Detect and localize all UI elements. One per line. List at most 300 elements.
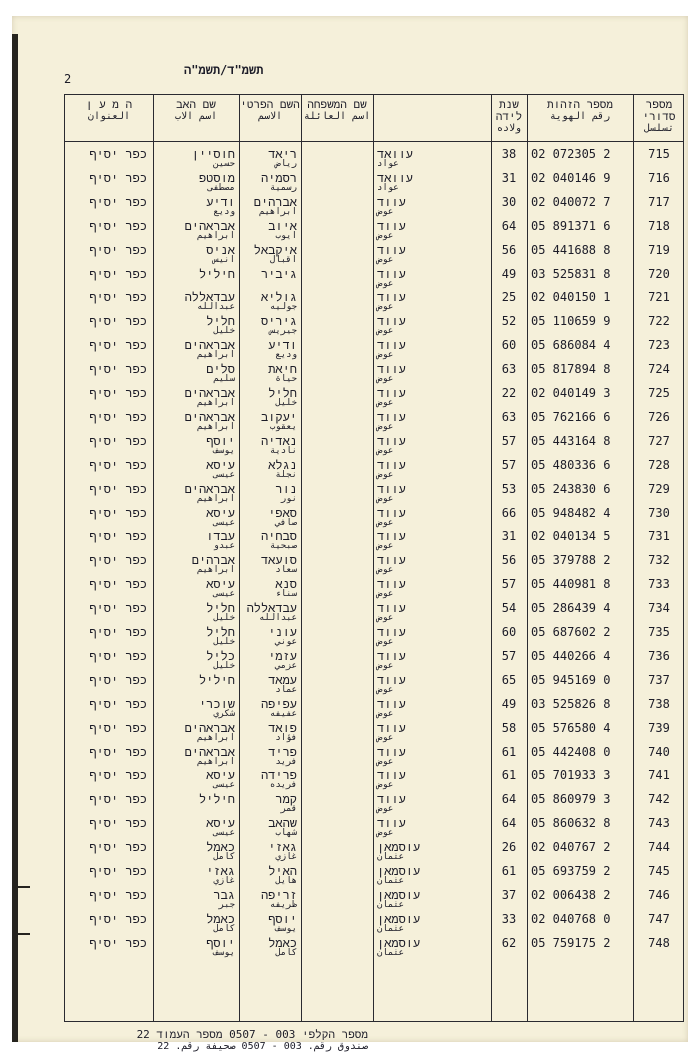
year-label: תשמ"ד/תשמ"ה [184, 63, 264, 77]
id-number-cell: 02 040072 7 [531, 194, 611, 209]
serial-cell: 738 [648, 696, 670, 711]
table-row [65, 243, 683, 267]
father-name-cell: אבראהים [184, 409, 235, 424]
table-row [65, 458, 683, 482]
table-row [65, 792, 683, 816]
first-name-arabic: سناء [275, 589, 297, 600]
address-cell: כפר יסיף [89, 553, 147, 568]
id-number-cell: 05 440981 8 [531, 577, 611, 592]
id-number-cell: 05 701933 3 [531, 768, 611, 783]
family-name-cell: עווד [377, 505, 406, 520]
birth-year-cell: 30 [501, 194, 517, 209]
address-cell: כפר יסיף [89, 314, 147, 329]
serial-cell: 745 [648, 864, 670, 878]
address-cell: כפר יסיף [89, 147, 147, 161]
family-name-cell: עווד [377, 625, 406, 639]
first-name-arabic: شهاب [275, 828, 297, 839]
first-name-arabic: فريد [275, 756, 297, 767]
first-name-cell: עוני [268, 625, 297, 639]
serial-cell: 718 [648, 218, 670, 233]
table-row [65, 553, 683, 577]
serial-cell: 733 [648, 577, 670, 592]
birth-year-cell: 25 [501, 290, 517, 305]
first-name-arabic: فؤاد [275, 732, 297, 743]
father-name-arabic: شكري [213, 708, 235, 719]
first-name-arabic: اقبال [269, 254, 297, 265]
table-row [65, 888, 683, 912]
father-name-arabic: عيسى [213, 780, 235, 791]
family-name-arabic: عوض [377, 230, 394, 241]
birth-year-cell: 57 [501, 648, 517, 663]
first-name-cell: איקבאל [253, 242, 297, 257]
first-name-cell: חליל [268, 386, 297, 400]
table-row [65, 147, 683, 171]
father-name-cell: עבדו [206, 529, 235, 544]
family-name-arabic: عوض [377, 637, 394, 647]
family-name-arabic: عوض [377, 565, 394, 576]
father-name-cell: יוסף [206, 433, 235, 448]
father-name-cell: אבראהים [184, 218, 235, 233]
family-name-arabic: عواد [377, 159, 399, 169]
first-name-arabic: رسمية [269, 182, 297, 193]
birth-year-cell: 64 [501, 792, 517, 807]
id-number-cell: 05 441688 8 [531, 242, 611, 257]
address-cell: כפר יסיף [89, 696, 147, 711]
id-number-cell: 02 040146 9 [531, 170, 611, 185]
table-row [65, 529, 683, 553]
family-name-cell: עווד [377, 720, 406, 735]
father-name-arabic: خليل [213, 326, 235, 337]
family-name-arabic: عوض [377, 589, 394, 600]
first-name-arabic: عوني [275, 637, 297, 647]
father-name-cell: סלים [206, 362, 235, 377]
family-name-arabic: عوض [377, 350, 394, 361]
first-name-cell: נור [275, 481, 297, 496]
address-cell: כפר יסיף [89, 338, 147, 353]
id-number-cell: 03 525826 8 [531, 696, 611, 711]
father-name-cell: כאמל [206, 840, 235, 855]
first-name-arabic: نجلة [275, 469, 297, 480]
father-name-cell: גבר [213, 887, 235, 902]
birth-year-cell: 26 [501, 840, 517, 855]
family-name-arabic: عوض [377, 804, 394, 815]
id-number-cell: 05 817894 8 [531, 362, 611, 377]
birth-year-cell: 61 [501, 768, 517, 783]
father-name-cell: גאזי [206, 864, 235, 878]
id-number-cell: 05 286439 4 [531, 601, 611, 616]
serial-cell: 722 [648, 314, 670, 329]
serial-cell: 720 [648, 266, 670, 281]
family-name-arabic: عوض [377, 517, 394, 528]
father-name-arabic: كامل [213, 923, 235, 934]
father-name-arabic: عيسى [213, 517, 235, 528]
document-page [12, 16, 688, 1052]
table-row [65, 171, 683, 195]
father-name-cell: כליל [206, 648, 235, 663]
first-name-cell: סאפי [268, 505, 297, 520]
first-name-cell: שהאב [268, 816, 297, 831]
table-row [65, 745, 683, 769]
family-name-arabic: عوض [377, 541, 394, 552]
father-name-cell: אבראהים [184, 481, 235, 496]
family-name-cell: עווד [377, 242, 406, 257]
first-name-arabic: نور [280, 493, 297, 504]
id-number-cell: 02 006438 2 [531, 887, 611, 902]
birth-year-cell: 58 [501, 720, 517, 735]
birth-year-cell: 37 [501, 887, 517, 902]
serial-cell: 746 [648, 887, 670, 902]
serial-cell: 729 [648, 481, 670, 496]
id-number-cell: 05 480336 6 [531, 457, 611, 472]
page-number: 2 [64, 72, 72, 86]
father-name-arabic: عيسى [213, 469, 235, 480]
birth-year-cell: 64 [501, 816, 517, 831]
id-number-cell: 02 040149 3 [531, 386, 611, 400]
address-cell: כפר יסיף [89, 816, 147, 831]
family-name-cell: עוואד [377, 170, 414, 185]
first-name-arabic: ظريفه [269, 899, 297, 910]
first-name-arabic: صافي [275, 517, 297, 528]
first-name-cell: עפיפה [260, 696, 297, 711]
family-name-cell: עווד [377, 553, 406, 568]
first-name-cell: נגלא [268, 457, 297, 472]
header-father: שם האב اسم الاب [174, 98, 218, 122]
table-row [65, 386, 683, 410]
serial-cell: 748 [648, 935, 670, 950]
address-cell: כפר יסיף [89, 481, 147, 496]
serial-cell: 742 [648, 792, 670, 807]
first-name-cell: סבחיה [260, 529, 297, 544]
birth-year-cell: 63 [501, 362, 517, 377]
table-row [65, 314, 683, 338]
margin-mark [18, 933, 30, 935]
father-name-cell: עיסא [206, 577, 235, 592]
family-name-arabic: عوض [377, 660, 394, 671]
father-name-arabic: ابراهيم [197, 350, 235, 361]
family-name-arabic: عثمان [377, 947, 405, 958]
table-row [65, 864, 683, 888]
birth-year-cell: 22 [501, 386, 517, 400]
first-name-cell: איוב [268, 218, 297, 233]
address-cell: כפר יסיף [89, 601, 147, 616]
family-name-cell: עווד [377, 266, 406, 281]
table-row [65, 290, 683, 314]
father-name-cell: אברהים [191, 553, 235, 568]
family-name-cell: עווד [377, 696, 406, 711]
table-row [65, 267, 683, 291]
first-name-arabic: عبدالله [259, 613, 297, 624]
father-name-arabic: ابراهيم [197, 493, 235, 504]
family-name-cell: עווד [377, 338, 406, 353]
family-name-arabic: عوض [377, 780, 394, 791]
father-name-arabic: ابراهيم [197, 756, 235, 767]
birth-year-cell: 63 [501, 409, 517, 424]
serial-cell: 717 [648, 194, 670, 209]
birth-year-cell: 57 [501, 433, 517, 448]
family-name-cell: עווד [377, 577, 406, 592]
id-number-cell: 05 687602 2 [531, 625, 611, 639]
father-name-cell: חליל [206, 601, 235, 616]
family-name-arabic: عوض [377, 756, 394, 767]
address-cell: כפר יסיף [89, 386, 147, 400]
father-name-arabic: ابراهيم [197, 398, 235, 408]
table-row [65, 649, 683, 673]
family-name-cell: עווד [377, 672, 406, 687]
father-name-arabic: يوسف [213, 947, 235, 958]
first-name-cell: אברהים [253, 194, 297, 209]
address-cell: כפר יסיף [89, 648, 147, 663]
family-name-arabic: عوض [377, 708, 394, 719]
birth-year-cell: 61 [501, 744, 517, 759]
first-name-arabic: رياض [275, 159, 297, 169]
family-name-arabic: عوض [377, 302, 394, 313]
address-cell: כפר יסיף [89, 840, 147, 855]
margin-mark [18, 886, 30, 888]
first-name-cell: סועאד [260, 553, 297, 568]
address-cell: כפר יסיף [89, 744, 147, 759]
family-name-arabic: عواد [377, 182, 399, 193]
address-cell: כפר יסיף [89, 672, 147, 687]
first-name-cell: האיל [268, 864, 297, 878]
birth-year-cell: 31 [501, 170, 517, 185]
father-name-cell: חיליל [198, 266, 235, 281]
family-name-arabic: عوض [377, 613, 394, 624]
first-name-arabic: حياة [275, 374, 297, 385]
table-row [65, 577, 683, 601]
family-name-cell: עווד [377, 409, 406, 424]
first-name-cell: רסמיה [260, 170, 297, 185]
father-name-arabic: مصطفى [207, 182, 235, 193]
first-name-cell: כאמל [268, 935, 297, 950]
father-name-cell: שוכרי [198, 696, 235, 711]
family-name-arabic: عوض [377, 828, 394, 839]
footer-arabic: صندوق رقم. 003 - 0507 صحيفة رقم. 22 [157, 1041, 368, 1052]
table-row [65, 768, 683, 792]
father-name-arabic: عبدالله [197, 302, 235, 313]
table-row [65, 434, 683, 458]
first-name-arabic: عفيفه [269, 708, 297, 719]
father-name-cell: עיסא [206, 768, 235, 783]
header-divider [65, 141, 683, 142]
address-cell: כפר יסיף [89, 194, 147, 209]
header-birth-year: שנת לידה ولاده [495, 98, 523, 134]
father-name-cell: אבראהים [184, 720, 235, 735]
family-name-cell: עוואד [377, 147, 414, 161]
family-name-cell: עוסמאן [377, 911, 421, 926]
family-name-arabic: عوض [377, 493, 394, 504]
father-name-cell: עיסא [206, 816, 235, 831]
address-cell: כפר יסיף [89, 290, 147, 305]
family-name-arabic: عثمان [377, 923, 405, 934]
address-cell: כפר יסיף [89, 768, 147, 783]
first-name-cell: גאזי [268, 840, 297, 855]
father-name-cell: עיסא [206, 457, 235, 472]
first-name-cell: יוסף [268, 911, 297, 926]
father-name-arabic: عيسى [213, 589, 235, 600]
address-cell: כפר יסיף [89, 409, 147, 424]
family-name-cell: עווד [377, 481, 406, 496]
first-name-cell: גיריס [260, 314, 297, 329]
address-cell: כפר יסיף [89, 864, 147, 878]
first-name-cell: קמר [275, 792, 297, 807]
first-name-cell: סנא [275, 577, 297, 592]
address-cell: כפר יסיף [89, 625, 147, 639]
address-cell: כפר יסיף [89, 529, 147, 544]
first-name-cell: פואד [268, 720, 297, 735]
birth-year-cell: 33 [501, 911, 517, 926]
father-name-arabic: حسين [213, 159, 235, 169]
id-number-cell: 02 040150 1 [531, 290, 611, 305]
id-number-cell: 05 442408 0 [531, 744, 611, 759]
table-row [65, 219, 683, 243]
family-name-arabic: عوض [377, 684, 394, 695]
first-name-arabic: خليل [275, 398, 297, 408]
serial-cell: 741 [648, 768, 670, 783]
first-name-arabic: نادية [269, 445, 297, 456]
father-name-cell: אניס [206, 242, 235, 257]
father-name-cell: עיסא [206, 505, 235, 520]
family-name-arabic: عوض [377, 732, 394, 743]
first-name-cell: גוליא [260, 290, 297, 305]
birth-year-cell: 64 [501, 218, 517, 233]
family-name-cell: עווד [377, 218, 406, 233]
serial-cell: 740 [648, 744, 670, 759]
father-name-cell: חליל [206, 625, 235, 639]
father-name-cell: כאמל [206, 911, 235, 926]
family-name-cell: עווד [377, 386, 406, 400]
father-name-arabic: جبر [218, 899, 235, 910]
first-name-arabic: هايل [275, 876, 297, 886]
first-name-arabic: قمر [280, 804, 297, 815]
id-number-cell: 02 040767 2 [531, 840, 611, 855]
family-name-arabic: عوض [377, 398, 394, 408]
birth-year-cell: 49 [501, 266, 517, 281]
table-row [65, 482, 683, 506]
id-number-cell: 05 110659 9 [531, 314, 611, 329]
family-name-arabic: عوض [377, 206, 394, 217]
table-row [65, 601, 683, 625]
serial-cell: 735 [648, 625, 670, 639]
father-name-cell: אבראהים [184, 744, 235, 759]
birth-year-cell: 56 [501, 553, 517, 568]
id-number-cell: 05 443164 8 [531, 433, 611, 448]
father-name-cell: אבראהים [184, 338, 235, 353]
father-name-arabic: كامل [213, 852, 235, 863]
serial-cell: 725 [648, 386, 670, 400]
birth-year-cell: 31 [501, 529, 517, 544]
first-name-cell: עזמי [268, 648, 297, 663]
serial-cell: 719 [648, 242, 670, 257]
table-row [65, 697, 683, 721]
family-name-cell: עווד [377, 816, 406, 831]
serial-cell: 747 [648, 911, 670, 926]
first-name-cell: עבדאללה [246, 601, 297, 616]
first-name-arabic: غازي [275, 852, 297, 863]
family-name-cell: עוסמאן [377, 935, 421, 950]
father-name-arabic: ابراهيم [197, 732, 235, 743]
serial-cell: 737 [648, 672, 670, 687]
header-first-name: השם הפרטי الاسم [240, 98, 300, 122]
id-number-cell: 02 040768 0 [531, 911, 611, 926]
serial-cell: 721 [648, 290, 670, 305]
family-name-cell: עוסמאן [377, 887, 421, 902]
serial-cell: 730 [648, 505, 670, 520]
id-number-cell: 05 693759 2 [531, 864, 611, 878]
family-name-cell: עוסמאן [377, 864, 421, 878]
birth-year-cell: 57 [501, 577, 517, 592]
family-name-arabic: عوض [377, 254, 394, 265]
id-number-cell: 05 759175 2 [531, 935, 611, 950]
first-name-cell: עמאד [268, 672, 297, 687]
address-cell: כפר יסיף [89, 362, 147, 377]
family-name-arabic: عوض [377, 445, 394, 456]
family-name-cell: עווד [377, 362, 406, 377]
birth-year-cell: 49 [501, 696, 517, 711]
father-name-cell: מוסטפ [198, 170, 235, 185]
first-name-cell: זריפה [260, 887, 297, 902]
father-name-arabic: خليل [213, 613, 235, 624]
family-name-arabic: عوض [377, 469, 394, 480]
family-name-cell: עווד [377, 433, 406, 448]
birth-year-cell: 61 [501, 864, 517, 878]
family-name-arabic: عوض [377, 374, 394, 385]
birth-year-cell: 56 [501, 242, 517, 257]
first-name-cell: ריאד [268, 147, 297, 161]
father-name-arabic: ابراهيم [197, 565, 235, 576]
address-cell: כפר יסיף [89, 792, 147, 807]
father-name-arabic: ابراهيم [197, 230, 235, 241]
address-cell: כפר יסיף [89, 720, 147, 735]
birth-year-cell: 54 [501, 601, 517, 616]
birth-year-cell: 65 [501, 672, 517, 687]
serial-cell: 736 [648, 648, 670, 663]
family-name-cell: עוסמאן [377, 840, 421, 855]
table-row [65, 936, 683, 960]
address-cell: כפר יסיף [89, 887, 147, 902]
id-number-cell: 05 686084 4 [531, 338, 611, 353]
table-row [65, 840, 683, 864]
first-name-arabic: وديع [275, 350, 297, 361]
first-name-arabic: صبحية [269, 541, 297, 552]
table-row [65, 195, 683, 219]
family-name-arabic: عثمان [377, 852, 405, 863]
id-number-cell: 05 945169 0 [531, 672, 611, 687]
father-name-arabic: عيسى [213, 828, 235, 839]
table-row [65, 912, 683, 936]
family-name-cell: עווד [377, 457, 406, 472]
address-cell: כפר יסיף [89, 457, 147, 472]
birth-year-cell: 60 [501, 338, 517, 353]
birth-year-cell: 60 [501, 625, 517, 639]
first-name-arabic: عزمي [275, 660, 297, 671]
first-name-cell: יעקוב [260, 409, 297, 424]
family-name-arabic: عوض [377, 326, 394, 337]
table-row [65, 673, 683, 697]
father-name-cell: אבראהים [184, 386, 235, 400]
address-cell: כפר יסיף [89, 266, 147, 281]
voter-table [64, 94, 684, 1022]
family-name-arabic: عثمان [377, 899, 405, 910]
first-name-arabic: ايوب [275, 230, 297, 241]
father-name-arabic: وديع [213, 206, 235, 217]
first-name-cell: פרידה [260, 768, 297, 783]
id-number-cell: 03 525831 8 [531, 266, 611, 281]
family-name-cell: עווד [377, 194, 406, 209]
table-row [65, 506, 683, 530]
id-number-cell: 05 576580 4 [531, 720, 611, 735]
header-family-name: שם המשפחה اسم العائلة [303, 98, 371, 122]
serial-cell: 731 [648, 529, 670, 544]
